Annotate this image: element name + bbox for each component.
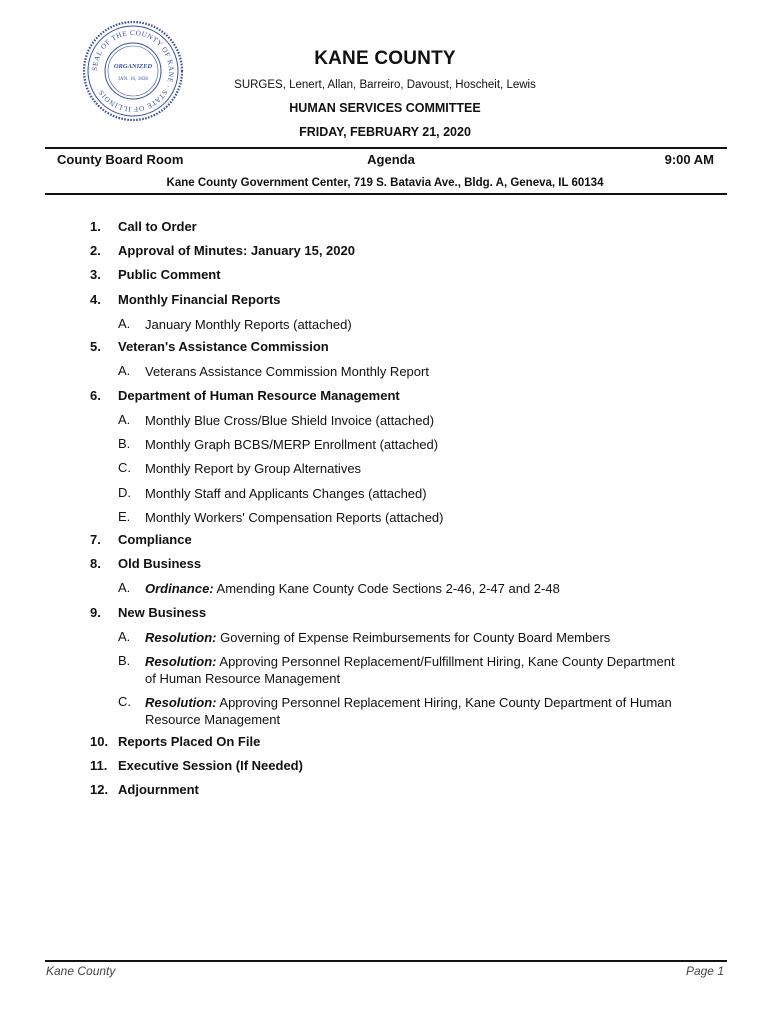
agenda-item-number: 9. — [90, 605, 101, 620]
agenda-subitem-text — [145, 436, 678, 453]
agenda-item — [90, 267, 221, 282]
agenda-subitem-text — [145, 694, 678, 728]
agenda-subitem — [118, 460, 678, 477]
meeting-address: Kane County Government Center, 719 S. Batavia Ave., Bldg. A, Geneva, IL 60134 — [166, 177, 604, 189]
agenda-subitem-text — [145, 485, 678, 502]
agenda-subitem-type: Resolution: — [145, 654, 217, 669]
seal-center-top: ORGANIZED — [113, 63, 153, 70]
agenda-subitem-type: Resolution: — [145, 695, 217, 710]
committee-members: SURGES, Lenert, Allan, Barreiro, Davoust, Hoscheit, Lewis — [234, 79, 536, 91]
agenda-subitem-text — [145, 460, 678, 477]
agenda-subitem-description: Amending Kane County Code Sections 2-46, 2-47 and 2-48 — [213, 581, 560, 596]
agenda-subitem-letter: D. — [118, 485, 131, 500]
agenda-item-number: 1. — [90, 219, 101, 234]
agenda-item-label: Public Comment — [118, 267, 221, 282]
agenda-item-number: 10. — [90, 734, 109, 749]
meeting-date: FRIDAY, FEBRUARY 21, 2020 — [299, 125, 471, 139]
agenda-item-number: 8. — [90, 556, 101, 571]
agenda-item — [90, 532, 192, 547]
agenda-subitem — [118, 485, 678, 502]
agenda-subitem — [118, 412, 678, 429]
agenda-item-label: Compliance — [118, 532, 192, 547]
agenda-subitem-letter: E. — [118, 509, 131, 524]
agenda-item-number: 3. — [90, 267, 101, 282]
seal-center-bottom: JAN. 16, 1836 — [117, 76, 149, 82]
agenda-subitem-text — [145, 653, 678, 687]
agenda-item — [90, 292, 281, 307]
seal-ring-text: SEAL OF THE COUNTY OF KANE · STATE OF ILLINOIS — [90, 28, 176, 114]
committee-name: HUMAN SERVICES COMMITTEE — [289, 101, 481, 115]
agenda-item-number: 2. — [90, 243, 101, 258]
agenda-subitem-letter: C. — [118, 460, 131, 475]
agenda-item-label: Reports Placed On File — [118, 734, 261, 749]
header-rule-bottom — [45, 193, 727, 195]
agenda-item-number: 5. — [90, 339, 101, 354]
agenda-subitem-text — [145, 363, 678, 380]
agenda-subitem-text — [145, 629, 678, 646]
agenda-subitem — [118, 694, 678, 728]
agenda-subitem-letter: C. — [118, 694, 131, 709]
agenda-subitem-description: Veterans Assistance Commission Monthly Report — [145, 364, 429, 379]
agenda-item — [90, 556, 201, 571]
agenda-item-number: 4. — [90, 292, 101, 307]
agenda-subitem-description: Monthly Staff and Applicants Changes (attached) — [145, 486, 427, 501]
agenda-subitem-text — [145, 316, 678, 333]
agenda-subitem-letter: B. — [118, 653, 131, 668]
agenda-subitem — [118, 363, 678, 380]
agenda-subitem-text — [145, 509, 678, 526]
agenda-item-label: Adjournment — [118, 782, 199, 797]
agenda-item — [90, 339, 329, 354]
agenda-item-number: 12. — [90, 782, 109, 797]
agenda-item-label: Approval of Minutes: January 15, 2020 — [118, 243, 355, 258]
agenda-subitem-type: Ordinance: — [145, 581, 214, 596]
agenda-item-number: 6. — [90, 388, 101, 403]
agenda-subitem-description: Monthly Workers' Compensation Reports (attached) — [145, 510, 444, 525]
agenda-subitem — [118, 436, 678, 453]
agenda-subitem-text — [145, 412, 678, 429]
footer-rule — [45, 960, 727, 962]
agenda-subitem — [118, 653, 678, 687]
agenda-item-label: Veteran's Assistance Commission — [118, 339, 329, 354]
agenda-item — [90, 219, 197, 234]
agenda-subitem-letter: B. — [118, 436, 131, 451]
agenda-subitem-text — [145, 580, 678, 597]
agenda-item-label: Call to Order — [118, 219, 197, 234]
agenda-subitem — [118, 629, 678, 646]
agenda-subitem-description: January Monthly Reports (attached) — [145, 317, 352, 332]
header-rule-top — [45, 147, 727, 149]
agenda-item — [90, 605, 206, 620]
agenda-subitem — [118, 509, 678, 526]
agenda-subitem-description: Approving Personnel Replacement/Fulfillment Hiring, Kane County Department of Human Resource Management — [145, 654, 675, 686]
agenda-subitem-description: Approving Personnel Replacement Hiring, Kane County Department of Human Resource Management — [145, 695, 672, 727]
agenda-subitem-type: Resolution: — [145, 630, 217, 645]
footer-page-number: Page 1 — [685, 964, 724, 978]
agenda-label: Agenda — [367, 152, 415, 167]
agenda-item-label: New Business — [118, 605, 207, 620]
agenda-item — [90, 758, 303, 773]
agenda-item — [90, 734, 260, 749]
agenda-subitem-description: Governing of Expense Reimbursements for County Board Members — [216, 630, 611, 645]
agenda-subitem-description: Monthly Blue Cross/Blue Shield Invoice (attached) — [145, 413, 435, 428]
agenda-item-number: 11. — [90, 758, 108, 773]
agenda-subitem-letter: A. — [118, 316, 131, 331]
agenda-subitem-description: Monthly Report by Group Alternatives — [145, 461, 362, 476]
agenda-item-label: Department of Human Resource Management — [118, 388, 400, 403]
meeting-time: 9:00 AM — [664, 152, 714, 167]
agenda-subitem-letter: A. — [118, 629, 131, 644]
agenda-item-number: 7. — [90, 532, 101, 547]
agenda-subitem-letter: A. — [118, 580, 131, 595]
agenda-subitem — [118, 316, 678, 333]
agenda-subitem-letter: A. — [118, 412, 131, 427]
agenda-subitem-letter: A. — [118, 363, 131, 378]
county-title: KANE COUNTY — [314, 48, 456, 69]
agenda-item-label: Old Business — [118, 556, 202, 571]
agenda-item — [90, 388, 400, 403]
agenda-subitem — [118, 580, 678, 597]
agenda-item — [90, 243, 355, 258]
agenda-item — [90, 782, 199, 797]
meeting-location: County Board Room — [57, 152, 184, 167]
footer-county: Kane County — [46, 964, 116, 978]
agenda-item-label: Monthly Financial Reports — [118, 292, 281, 307]
agenda-subitem-description: Monthly Graph BCBS/MERP Enrollment (attached) — [145, 437, 439, 452]
agenda-item-label: Executive Session (If Needed) — [118, 758, 303, 773]
